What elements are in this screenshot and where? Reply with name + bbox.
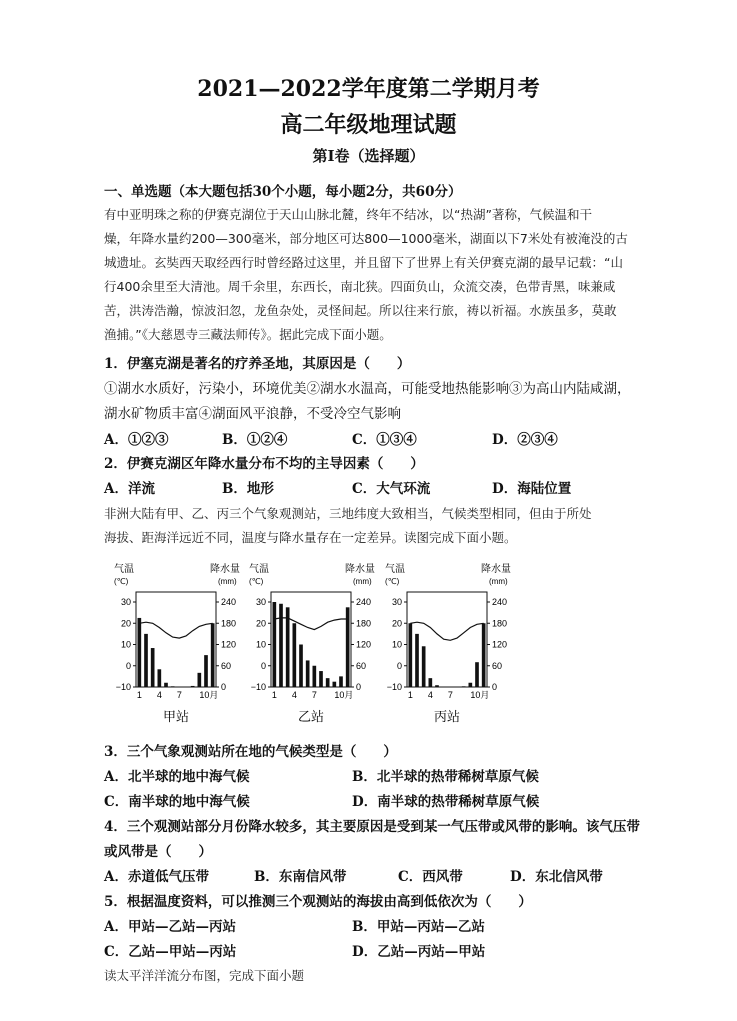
precip-bar: [151, 648, 155, 687]
precip-tick-label: 240: [221, 597, 237, 607]
precip-bar: [164, 683, 168, 687]
precip-bar: [279, 604, 283, 687]
precip-bar: [422, 646, 426, 687]
temp-line: [139, 622, 212, 638]
q4-option-b[interactable]: B．东南信风带: [254, 869, 347, 885]
temp-tick-label: 10: [255, 639, 266, 650]
q3-option-a[interactable]: A．北半球的地中海气候: [104, 769, 250, 785]
precip-bar: [299, 645, 303, 688]
temp-tick-label: 10: [120, 639, 131, 650]
temp-tick-label: 0: [260, 660, 266, 671]
x-tick-label: 1: [136, 690, 142, 700]
precip-bar: [178, 687, 182, 688]
temp-axis-unit: (℃): [385, 577, 400, 586]
precip-bar: [435, 685, 439, 687]
precip-bar: [306, 660, 310, 687]
temp-tick-label: 30: [120, 597, 131, 607]
precip-bar: [482, 623, 486, 687]
q1-option-a[interactable]: A．①②③: [104, 432, 169, 448]
x-tick-label: 4: [291, 690, 297, 700]
x-tick-label: 1: [271, 690, 277, 700]
temp-axis-title: 气温: [114, 564, 134, 575]
station-name: 甲站: [162, 709, 190, 724]
q5-option-d[interactable]: D．乙站—丙站—甲站: [352, 944, 486, 960]
precip-tick-label: 60: [492, 660, 503, 671]
precip-tick-label: 240: [356, 597, 372, 607]
temp-tick-label: −10: [115, 682, 131, 692]
precip-tick-label: 60: [356, 660, 367, 671]
precip-tick-label: 0: [221, 682, 227, 692]
q3-option-b[interactable]: B．北半球的热带稀树草原气候: [352, 769, 539, 785]
passage1-line: 燥，年降水量约200—300毫米，部分地区可达800—1000毫米，湖面以下7米处有被淹没的古: [104, 231, 628, 246]
temp-axis-unit: (℃): [249, 577, 264, 586]
precip-bar: [415, 634, 419, 687]
temp-tick-label: −10: [386, 682, 402, 692]
precip-bar: [469, 683, 473, 687]
passage1-line: 有中亚明珠之称的伊赛克湖位于天山山脉北麓，终年不结冰，以“热湖”著称，气候温和干: [104, 207, 592, 222]
precip-axis-unit: (mm): [353, 577, 372, 586]
temp-axis-title: 气温: [249, 564, 269, 575]
q1-option-d[interactable]: D．②③④: [492, 432, 558, 448]
q3-stem: 3．三个气象观测站所在地的气候类型是（ ）: [104, 744, 397, 760]
precip-bar: [429, 678, 433, 687]
precip-axis-unit: (mm): [218, 577, 237, 586]
precip-tick-label: 240: [492, 597, 508, 607]
section-title: 第Ⅰ卷（选择题）: [312, 147, 425, 165]
precip-bar: [475, 662, 479, 687]
precip-tick-label: 120: [221, 639, 237, 650]
precip-bar: [442, 687, 446, 688]
x-tick-label: 7: [176, 690, 182, 700]
precip-bar: [449, 687, 453, 688]
precip-bar: [293, 623, 297, 687]
x-tick-label: 10月: [199, 690, 219, 700]
precip-bar: [198, 673, 202, 687]
q1-stem: 1．伊塞克湖是著名的疗养圣地，其原因是（ ）: [104, 356, 411, 372]
passage1-line: 渔捕。”《大慈恩寺三藏法师传》。据此完成下面小题。: [104, 327, 392, 342]
temp-line: [274, 618, 347, 630]
x-tick-label: 10月: [470, 690, 490, 700]
q2-option-d[interactable]: D．海陆位置: [492, 481, 572, 497]
q2-stem: 2．伊赛克湖区年降水量分布不均的主导因素（ ）: [104, 456, 424, 472]
q3-option-c[interactable]: C．南半球的地中海气候: [104, 794, 250, 810]
exam-title: 2021—2022学年度第二学期月考: [197, 76, 540, 102]
precip-bar: [171, 686, 175, 687]
x-tick-label: 4: [156, 690, 162, 700]
precip-axis-unit: (mm): [489, 577, 508, 586]
q5-option-c[interactable]: C．乙站—甲站—丙站: [104, 944, 237, 960]
precip-bar: [409, 623, 413, 687]
temp-tick-label: 20: [120, 618, 131, 629]
precip-tick-label: 180: [221, 618, 237, 629]
passage1-line: 苦，洪涛浩瀚，惊波汩忽，龙鱼杂处，灵怪间起。所以往来行旅，祷以祈福。水族虽多，莫敢: [104, 303, 617, 318]
precip-tick-label: 180: [356, 618, 372, 629]
precip-bar: [326, 678, 330, 687]
temp-axis-title: 气温: [385, 564, 405, 575]
q5-option-b[interactable]: B．甲站—丙站—乙站: [352, 919, 485, 935]
precip-bar: [273, 602, 277, 687]
q4-stem: 或风带是（ ）: [104, 844, 212, 860]
precip-bar: [286, 607, 290, 687]
plot-frame: [271, 592, 351, 687]
q4-option-a[interactable]: A．赤道低气压带: [104, 869, 209, 885]
precip-bar: [211, 623, 215, 687]
exam-subtitle: 高二年级地理试题: [280, 112, 457, 138]
precip-bar: [339, 676, 343, 687]
precip-bar: [138, 618, 142, 687]
temp-line: [410, 622, 483, 640]
q1-detail: ①湖水水质好，污染小，环境优美②湖水水温高，可能受地热能影响③为高山内陆咸湖，: [104, 381, 631, 397]
station-name: 乙站: [297, 709, 325, 724]
temp-axis-unit: (℃): [114, 577, 129, 586]
q3-option-d[interactable]: D．南半球的热带稀树草原气候: [352, 794, 540, 810]
q4-option-d[interactable]: D．东北信风带: [510, 869, 603, 885]
q2-option-c[interactable]: C．大气环流: [352, 481, 431, 497]
precip-axis-title: 降水量: [345, 564, 375, 575]
x-tick-label: 10月: [334, 690, 354, 700]
precip-bar: [462, 686, 466, 687]
q5-stem: 5．根据温度资料，可以推测三个观测站的海拔由高到低依次为（ ）: [104, 894, 532, 910]
precip-bar: [158, 669, 162, 687]
footer-note: 读太平洋洋流分布图，完成下面小题: [104, 968, 305, 983]
precip-tick-label: 0: [356, 682, 362, 692]
x-tick-label: 1: [407, 690, 413, 700]
plot-frame: [136, 592, 216, 687]
q1-option-b[interactable]: B．①②④: [222, 432, 288, 448]
precip-bar: [204, 655, 208, 687]
climate-chart-bing: [383, 560, 603, 730]
station-name: 丙站: [433, 709, 461, 724]
passage1-line: 城遗址。玄奘西天取经西行时曾经路过这里，并且留下了世界上有关伊赛克湖的最早记载：“山: [104, 255, 623, 270]
temp-tick-label: 10: [391, 639, 402, 650]
temp-tick-label: 20: [255, 618, 266, 629]
precip-tick-label: 180: [492, 618, 508, 629]
precip-axis-title: 降水量: [481, 564, 511, 575]
q4-option-c[interactable]: C．西风带: [398, 869, 463, 885]
q1-option-c[interactable]: C．①③④: [352, 432, 417, 448]
temp-tick-label: 0: [125, 660, 131, 671]
x-tick-label: 7: [447, 690, 453, 700]
q2-option-b[interactable]: B．地形: [222, 481, 274, 497]
q2-option-a[interactable]: A．洋流: [104, 481, 155, 497]
q1-detail: 湖水矿物质丰富④湖面风平浪静，不受冷空气影响: [104, 406, 401, 422]
precip-bar: [319, 671, 323, 687]
temp-tick-label: 30: [391, 597, 402, 607]
precip-tick-label: 60: [221, 660, 232, 671]
part1-heading: 一、单选题（本大题包括30个小题，每小题2分，共60分）: [104, 184, 462, 200]
precip-tick-label: 120: [356, 639, 372, 650]
precip-tick-label: 120: [492, 639, 508, 650]
x-tick-label: 4: [427, 690, 433, 700]
precip-tick-label: 0: [492, 682, 498, 692]
precip-bar: [455, 687, 459, 688]
x-tick-label: 7: [311, 690, 317, 700]
passage2-line: 海拔、距海洋远近不同，温度与降水量存在一定差异。读图完成下面小题。: [104, 530, 517, 545]
precip-bar: [333, 682, 337, 687]
passage2-line: 非洲大陆有甲、乙、丙三个气象观测站，三地纬度大致相当，气候类型相同，但由于所处: [104, 506, 592, 521]
temp-tick-label: −10: [250, 682, 266, 692]
temp-tick-label: 30: [255, 597, 266, 607]
temp-tick-label: 0: [396, 660, 402, 671]
precip-bar: [184, 687, 188, 688]
q4-stem: 4．三个观测站部分月份降水较多，其主要原因是受到某一气压带或风带的影响。该气压带: [104, 819, 640, 835]
temp-tick-label: 20: [391, 618, 402, 629]
precip-bar: [191, 686, 195, 687]
passage1-line: 行400余里至大清池。周千余里，东西长，南北狭。四面负山，众流交凑，色带青黑，味兼咸: [104, 279, 616, 294]
precip-bar: [144, 634, 148, 687]
precip-axis-title: 降水量: [210, 564, 240, 575]
q5-option-a[interactable]: A．甲站—乙站—丙站: [104, 919, 236, 935]
precip-bar: [313, 666, 317, 687]
